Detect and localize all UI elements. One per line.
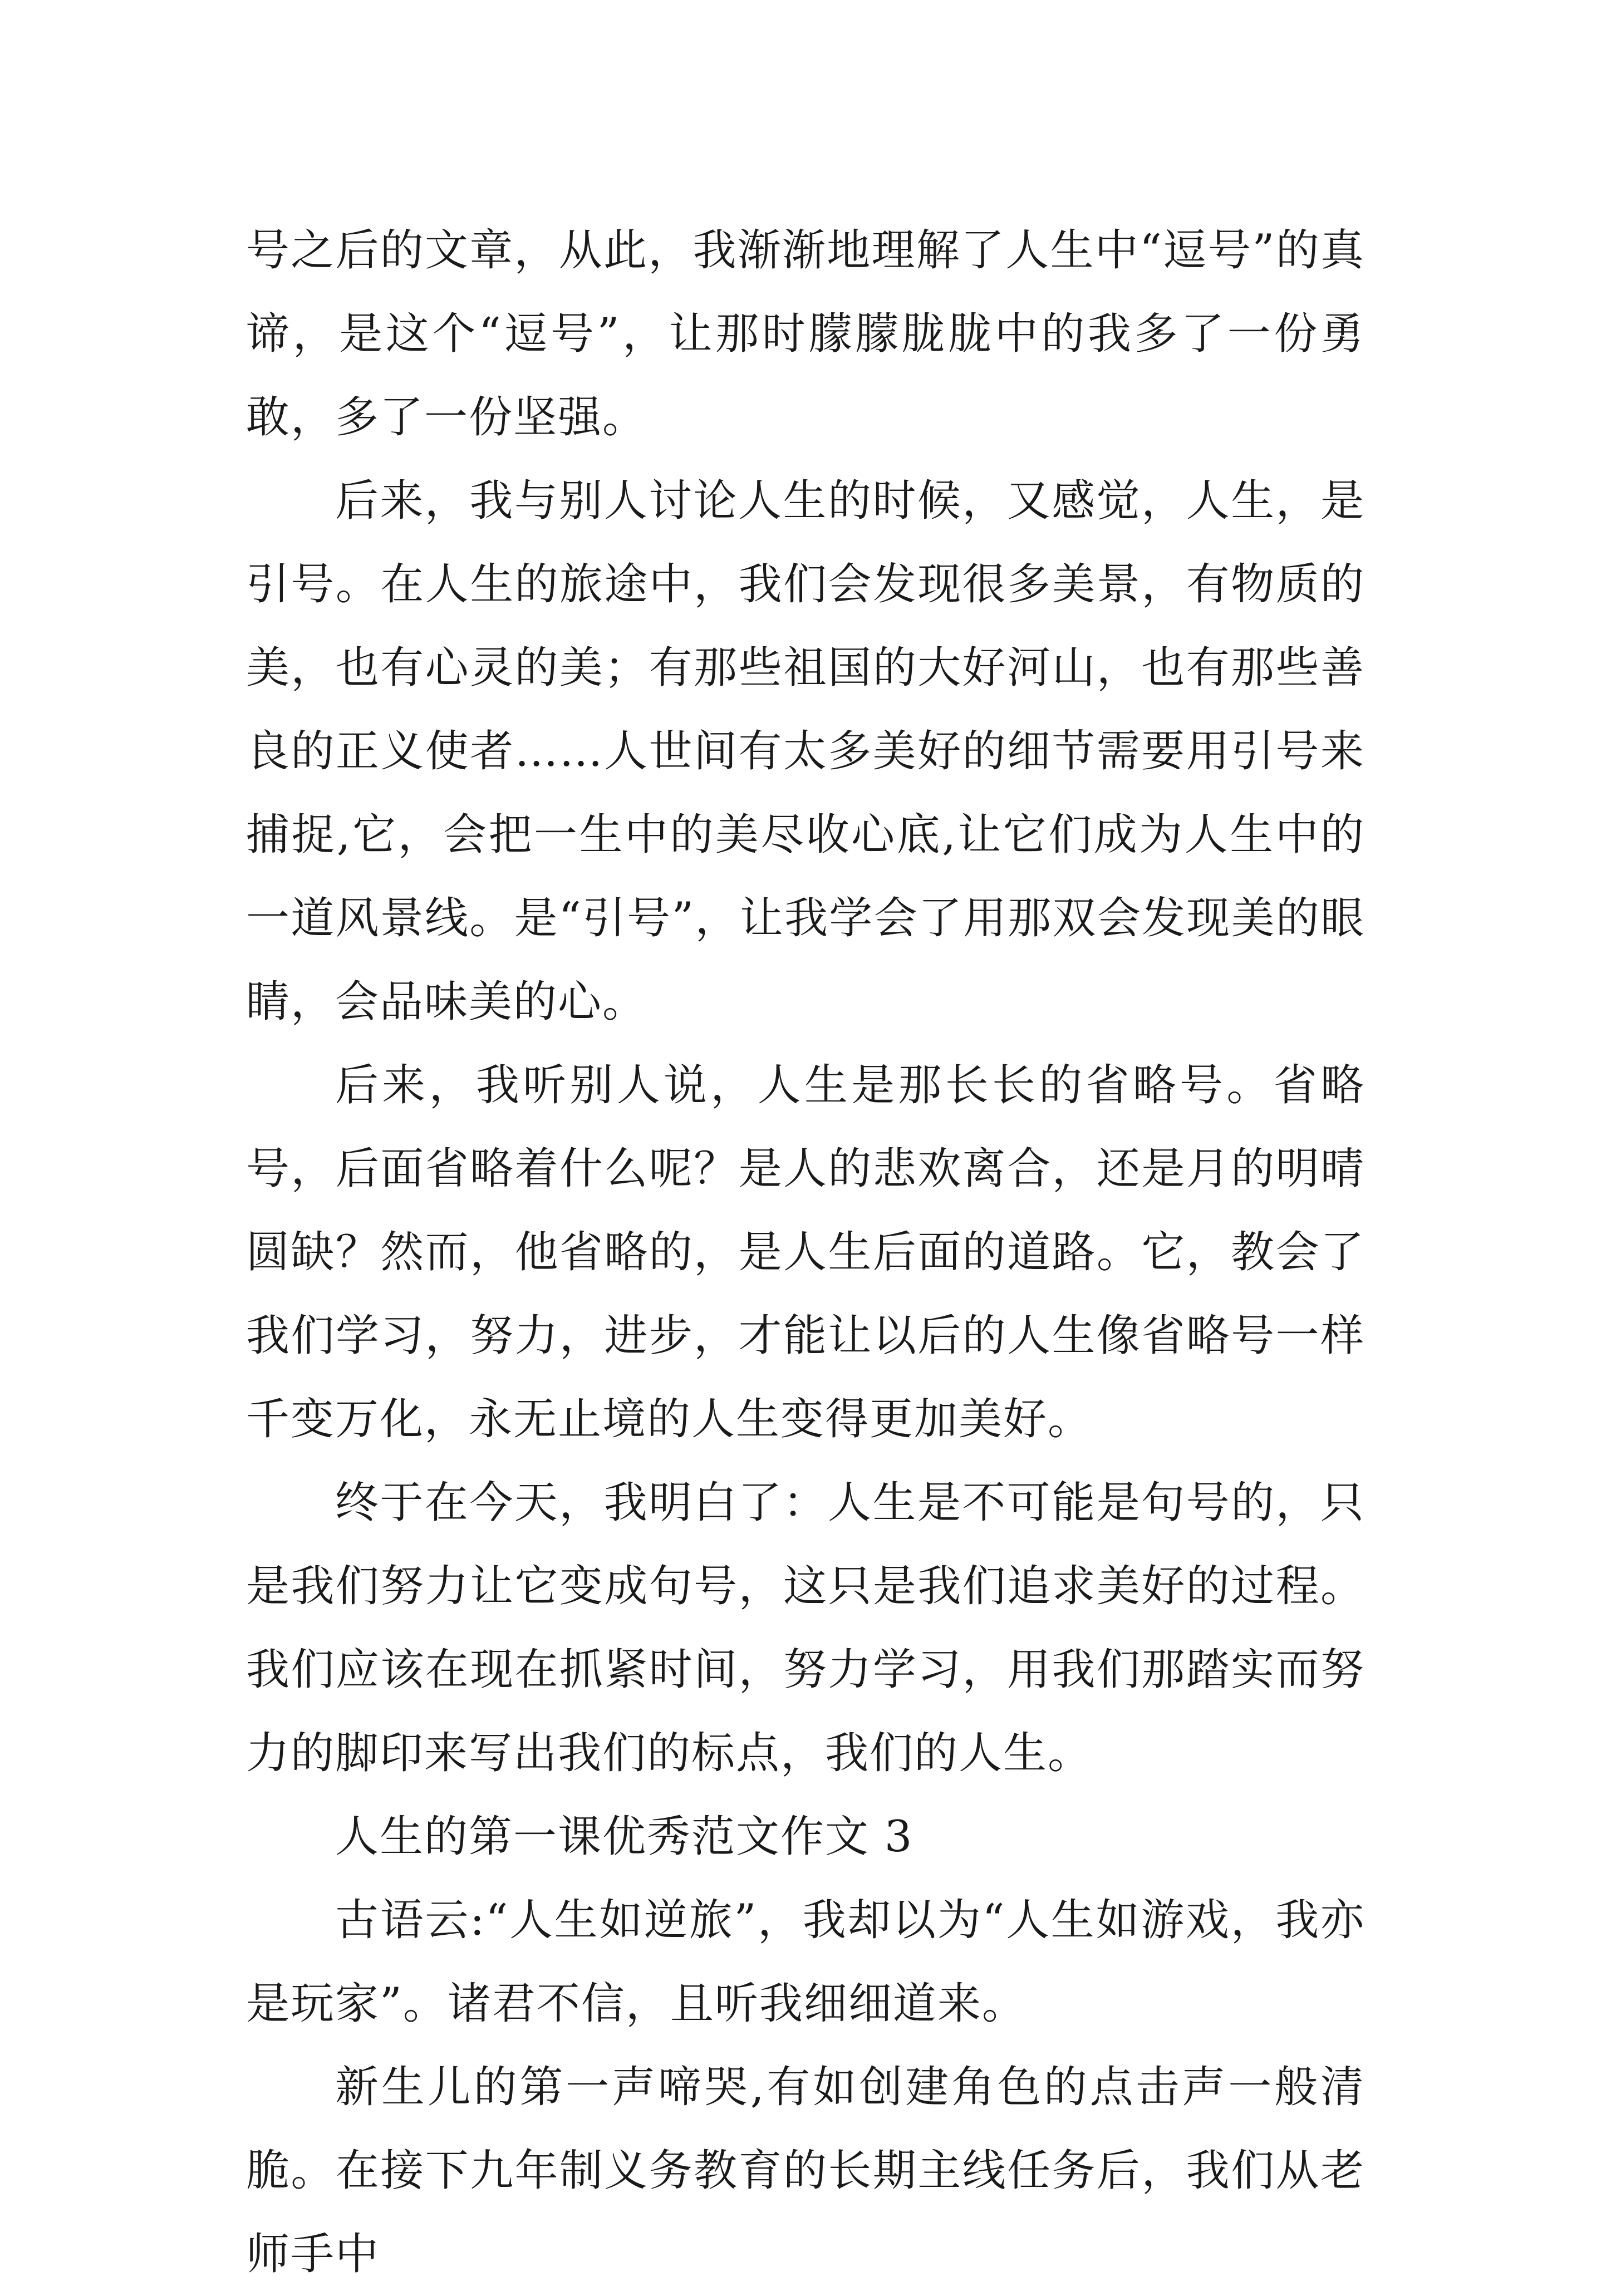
paragraph-5: 古语云:“人生如逆旅”，我却以为“人生如游戏，我亦是玩家”。诸君不信，且听我细细道来。 <box>246 1895 1365 2029</box>
paragraph-1: 号之后的文章，从此，我渐渐地理解了人生中“逗号”的真谛，是这个“逗号”，让那时朦朦胧胧中的我多了一份勇敢，多了一份坚强。 <box>246 225 1365 443</box>
paragraph-2: 后来，我与别人讨论人生的时候，又感觉，人生，是引号。在人生的旅途中，我们会发现很多美景，有物质的美，也有心灵的美；有那些祖国的大好河山，也有那些善良的正义使者……人世间有太多美好的细节需要用引号来捕捉,它，会把一生中的美尽收心底,让它们成为人生中的一道风景线。是“引号”，让我学会了用那双会发现美的眼睛，会品味美的心。 <box>246 476 1365 1027</box>
document-body <box>246 209 1365 2296</box>
paragraph-3: 后来，我听别人说，人生是那长长的省略号。省略号，后面省略着什么呢？是人的悲欢离合，还是月的明晴圆缺？然而，他省略的，是人生后面的道路。它，教会了我们学习，努力，进步，才能让以后的人生像省略号一样千变万化，永无止境的人生变得更加美好。 <box>246 1060 1365 1444</box>
section-heading: 人生的第一课优秀范文作文 3 <box>335 1812 913 1862</box>
paragraph-6: 新生儿的第一声啼哭,有如创建角色的点击声一般清脆。在接下九年制义务教育的长期主线任务后，我们从老师手中 <box>246 2062 1365 2279</box>
paragraph-4: 终于在今天，我明白了：人生是不可能是句号的，只是我们努力让它变成句号，这只是我们追求美好的过程。我们应该在现在抓紧时间，努力学习，用我们那踏实而努力的脚印来写出我们的标点，我们的人生。 <box>246 1478 1365 1778</box>
